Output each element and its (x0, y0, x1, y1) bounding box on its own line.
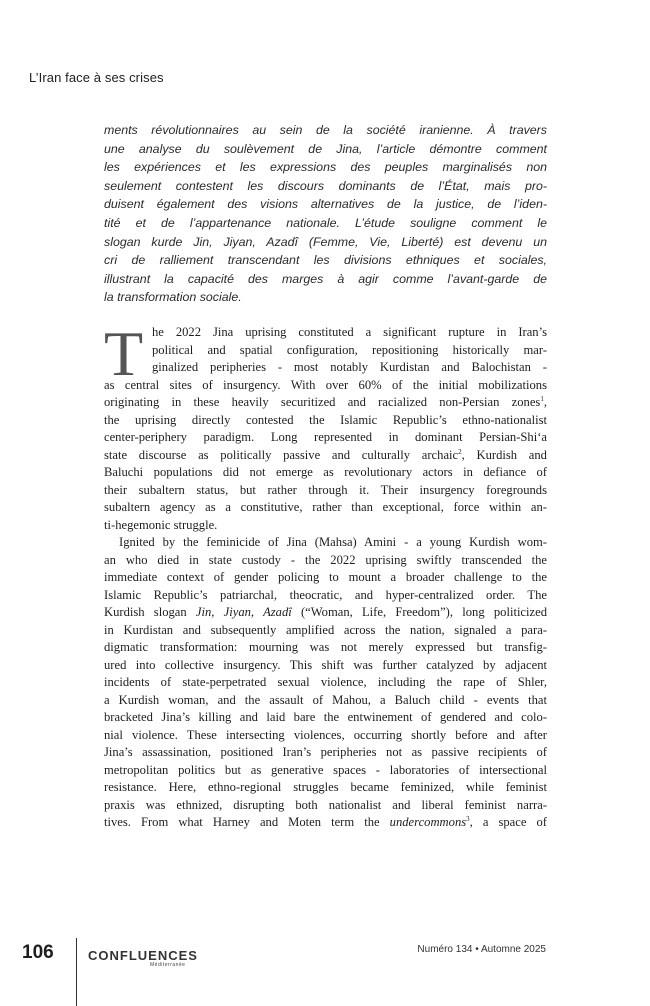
body-line: he 2022 Jina uprising constituted a significant rupture in Iran’s (152, 325, 547, 339)
body-line: metropolitan politics but as generative spaces - laboratories of intersectional (104, 762, 547, 777)
body-line: ti-hegemonic struggle. (104, 517, 218, 532)
body-line: immediate context of gender policing to mount a broader challenge to the (104, 570, 547, 584)
body-line (104, 604, 547, 622)
body-text-run: , Kurdish and (461, 447, 547, 462)
abstract-line: ments révolutionnaires au sein de la société iranienne. À travers (104, 123, 547, 137)
term-italic: undercommons (389, 815, 467, 829)
abstract-line: duisent également des visions alternatives de la justice, de l’iden- (104, 197, 547, 212)
body-line: their subaltern status, but rather through it. Their insurgency foregrounds (104, 482, 547, 497)
body-line: subaltern agency as a constitutive, rather than exceptional, force within an- (104, 500, 547, 514)
body-line: as central sites of insurgency. With over 60% of the initial mobilizations (104, 377, 547, 392)
body-line: resistance. Here, ethno-regional struggles became feminized, while feminist (104, 780, 547, 794)
body-line (104, 814, 547, 832)
body-line: a Kurdish woman, and the assault of Mahou, a Baluch child - events that (104, 692, 547, 707)
footnote-ref[interactable]: 2 (458, 447, 462, 456)
body-text (104, 318, 548, 832)
body-line: incidents of state-perpetrated sexual violence, including the rape of Shler, (104, 675, 547, 689)
abstract-line: les expériences et les expressions des peuples marginalisés non (104, 160, 547, 175)
slogan-italic: Jin, Jiyan, Azadî (195, 605, 292, 619)
journal-logo: CONFLUENCES (88, 948, 198, 963)
footnote-ref[interactable]: 1 (540, 394, 544, 403)
body-text-run: , a space of (469, 815, 547, 829)
running-title: L’Iran face à ses crises (29, 70, 164, 85)
body-line: center-periphery paradigm. Long represented in dominant Persian-Shi‘a (104, 430, 547, 444)
body-line: Ignited by the feminicide of Jina (Mahsa) Amini - a young Kurdish wom- (119, 535, 547, 549)
body-line: in Kurdistan and subsequently amplified across the nation, signaled a para- (104, 622, 547, 637)
abstract-line: cri de ralliement transcendant les divisions ethniques et sociales, (104, 253, 547, 268)
body-line: political and spatial configuration, repositioning historically mar- (152, 342, 547, 357)
page-number: 106 (22, 942, 54, 963)
abstract (104, 121, 547, 307)
body-line: the uprising directly contested the Islamic Republic’s ethno-nationalist (104, 412, 547, 427)
body-text-run: originating in these heavily securitized and racialized non-Persian zones (104, 395, 541, 409)
body-line: originating in these heavily securitized and racialized non-Persian zones$^1$, (104, 394, 547, 409)
abstract-line: une analyse du soulèvement de Jina, l’article démontre comment (104, 141, 547, 156)
body-text-run: tives. From what Harney and Moten term the (104, 815, 390, 829)
abstract-line: illustrant la capacité des marges à agir comme l’avant-garde de (104, 271, 547, 286)
body-line: Jina’s assassination, positioned Iran’s peripheries not as passive recipients of (104, 745, 547, 759)
body-line (104, 447, 547, 465)
body-line: ured into collective insurgency. This shift was further catalyzed by adjacent (104, 657, 547, 672)
body-line: praxis was ethnized, disrupting both nationalist and liberal feminist narra- (104, 797, 547, 812)
footnote-ref[interactable]: 3 (466, 814, 470, 823)
body-line: Baluchi populations did not emerge as revolutionary actors in defiance of (104, 465, 547, 479)
body-text-run: Kurdish slogan (104, 605, 196, 619)
body-line: bracketed Jina’s killing and laid bare the entwinement of gendered and colo- (104, 710, 547, 724)
abstract-line: seulement contestent les discours dominants de l’État, mais pro- (104, 178, 547, 193)
abstract-line: slogan kurde Jin, Jiyan, Azadî (Femme, Vie, Liberté) est devenu un (104, 234, 547, 249)
abstract-line: tité et de l’appartenance nationale. L’étude souligne comment le (104, 215, 547, 230)
body-line: an who died in state custody - the 2022 uprising swiftly transcended the (104, 552, 547, 567)
footer-divider (76, 938, 77, 1006)
drop-cap: T (104, 318, 144, 389)
journal-logo-subtitle: Méditerranée (150, 962, 186, 968)
abstract-line: la transformation sociale. (104, 290, 242, 305)
body-text-run: state discourse as politically passive and culturally archaic (104, 447, 459, 462)
body-line: Islamic Republic’s patriarchal, theocratic, and hyper-centralized order. The (104, 587, 547, 602)
body-line: nial violence. These intersecting violences, occurring shortly before and after (104, 727, 547, 742)
body-text-run: (“Woman, Life, Freedom”), long politicized (291, 605, 548, 619)
body-line: ginalized peripheries - most notably Kurdistan and Balochistan - (152, 360, 547, 374)
issue-label: Numéro 134 • Automne 2025 (417, 944, 546, 955)
body-line: digmatic transformation: mourning was not merely expressed but transfig- (104, 640, 547, 654)
